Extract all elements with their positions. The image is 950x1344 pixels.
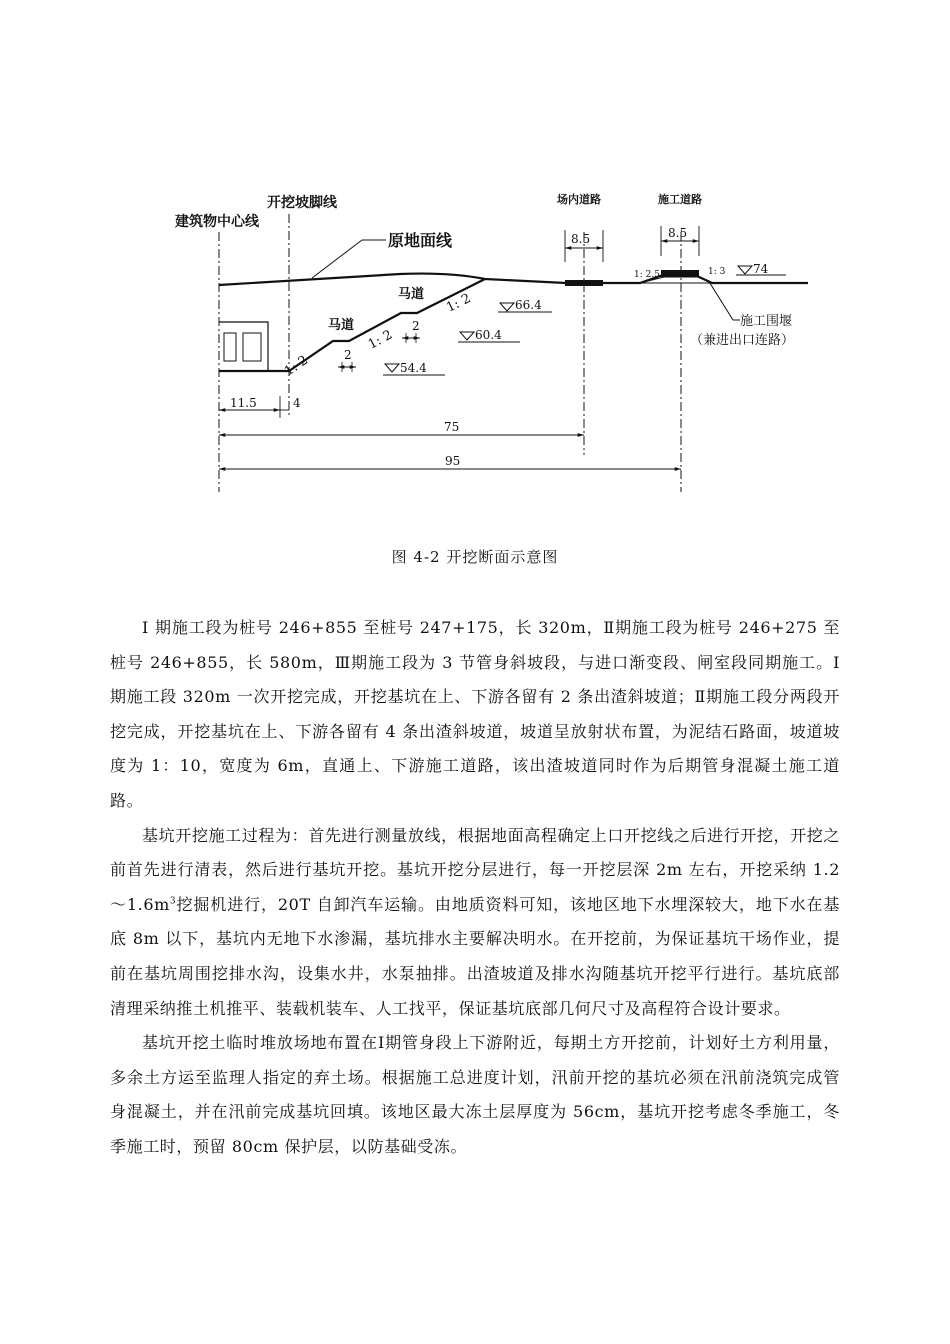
slope-label-dam-right: 1: 3 — [708, 267, 726, 277]
construction-road-width-label: 8.5 — [668, 226, 688, 240]
site-road-pavement — [565, 280, 603, 286]
label-building-centerline: 建筑物中心线 — [175, 214, 259, 230]
paragraph-3: 基坑开挖土临时堆放场地布置在Ⅰ期管身段上下游附近，每期土方开挖前，计划好土方利用量，多余土方运至监理人指定的弃土场。根据施工总进度计划，汛前开挖的基坑必须在汛前浇筑完成管身混凝土，并在汛前完成基坑回填。该地区最大冻土层厚度为 56cm，基坑开挖考虑冬季施工，冬季施工时，预留 80cm 保护层，以防基础受冻。 — [110, 1033, 840, 1156]
elevation-label-66-4: 66.4 — [515, 298, 542, 312]
label-excavation-toe-line: 开挖坡脚线 — [267, 195, 337, 211]
dim-11-5-label: 11.5 — [230, 396, 257, 410]
elevation-mark-54-4 — [385, 364, 399, 372]
paragraph-1: Ⅰ 期施工段为桩号 246+855 至桩号 247+175，长 320m，Ⅱ期施工段为桩号 246+275 至桩号 246+855，长 580m，Ⅲ期施工段为 3 节管身斜坡段，与进口渐变段、闸室段同期施工。Ⅰ期施工段 320m 一次开挖完成，开挖基坑在上、下游各留有 2 条出渣斜坡道；Ⅱ期施工段分两段开挖完成，开挖基坑在上、下游各留有 4 条出渣斜坡道，坡道呈放射状布置，为泥结石路面，坡道坡度为 1：10，宽度为 6m，直通上、下游施工道路，该出渣坡道同时作为后期管身混凝土施工道路。 — [110, 618, 840, 810]
construction-road-pavement — [661, 270, 699, 276]
original-ground-line — [219, 274, 566, 285]
label-original-ground-line: 原地面线 — [388, 231, 453, 250]
elevation-label-60-4: 60.4 — [475, 328, 502, 342]
label-ramp-left: 马道 — [328, 318, 355, 333]
berm-width-b: 2 — [412, 319, 420, 333]
site-road-width-label: 8.5 — [571, 232, 591, 246]
slope-label-dam-left: 1: 2.5 — [634, 270, 660, 280]
structure-opening-1 — [224, 333, 236, 361]
leader-cofferdam — [708, 280, 733, 320]
elevation-label-74: 74 — [753, 262, 769, 276]
slope-label-1: 1: 2 — [281, 352, 312, 380]
slope-label-3: 1: 2 — [444, 291, 474, 316]
label-construction-road: 施工道路 — [658, 193, 702, 206]
berm-width-a: 2 — [344, 348, 352, 362]
paragraph-2 — [110, 819, 840, 1027]
body-text — [110, 611, 840, 1165]
elevation-label-54-4: 54.4 — [400, 361, 427, 375]
superscript-3: 3 — [169, 896, 177, 907]
elevation-mark-60-4 — [460, 332, 474, 340]
label-cofferdam: 施工围堰 — [740, 314, 793, 329]
label-cofferdam-note: （兼进出口连路） — [690, 333, 795, 348]
elevation-mark-74 — [738, 266, 752, 274]
leader-original-ground — [312, 240, 362, 278]
structure-opening-2 — [243, 333, 261, 361]
paragraph-2-part-2: 挖掘机进行，20T 自卸汽车运输。由地质资料可知，该地区地下水埋深较大，地下水在基底 8m 以下，基坑内无地下水渗漏，基坑排水主要解决明水。在开挖前，为保证基坑干场作业，提前在基坑周围挖排水沟，设集水井，水泵抽排。出渣坡道及排水沟随基坑开挖平行进行。基坑底部清理采纳推土机推平、装载机装车、人工找平，保证基坑底部几何尺寸及高程符合设计要求。 — [110, 894, 841, 1018]
excavation-section-figure — [0, 0, 950, 520]
slope-label-2: 1: 2 — [365, 327, 396, 353]
label-ramp-right: 马道 — [398, 287, 425, 302]
figure-caption: 图 4-2 开挖断面示意图 — [391, 548, 559, 566]
dim-75-label: 75 — [444, 420, 460, 434]
paragraph-2-part-1: 基坑开挖施工过程为：首先进行测量放线，根据地面高程确定上口开挖线之后进行开挖，开挖之前首先进行清表，然后进行基坑开挖。基坑开挖分层进行，每一开挖层深 2m 左右，开挖采纳 1.2～1.6m — [110, 825, 840, 914]
elevation-mark-66-4 — [500, 303, 514, 311]
dim-95-label: 95 — [445, 454, 461, 468]
label-site-road: 场内道路 — [557, 193, 601, 206]
dim-4-label: 4 — [293, 396, 301, 410]
